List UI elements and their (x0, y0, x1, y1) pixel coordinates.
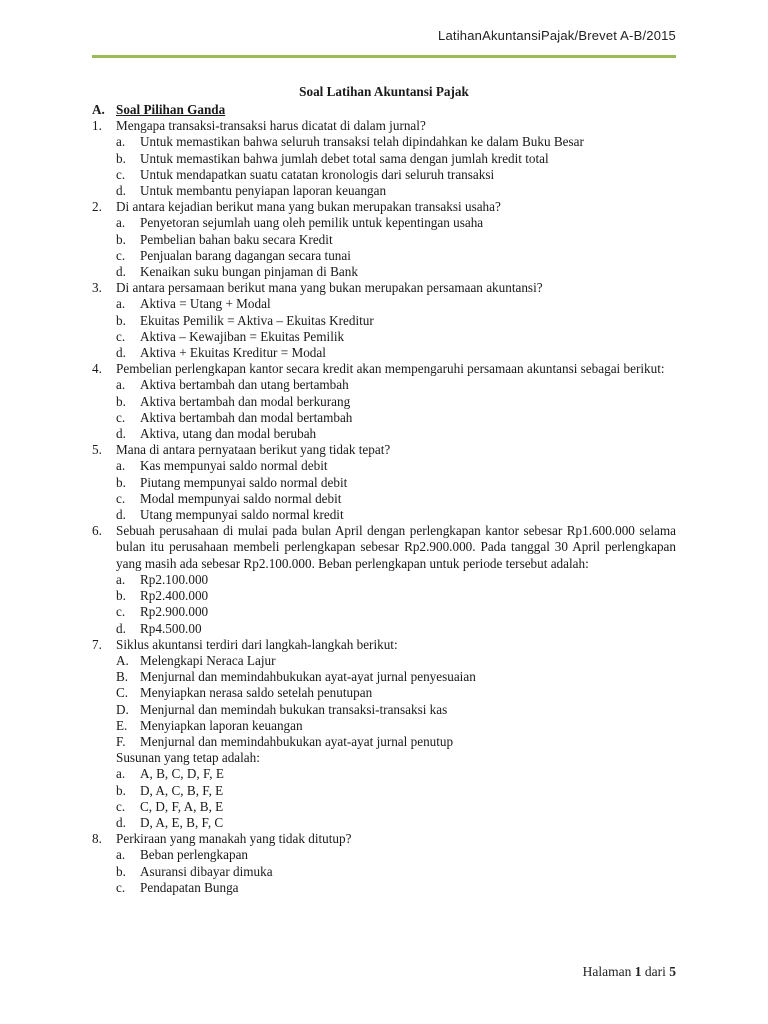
answer-option-letter: c. (116, 409, 126, 425)
running-header: LatihanAkuntansiPajak/Brevet A-B/2015 (438, 28, 676, 43)
answer-option (116, 815, 676, 831)
answer-option (116, 766, 676, 782)
answer-option (116, 507, 676, 523)
answer-option-text: Aktiva, utang dan modal berubah (140, 426, 317, 442)
answer-option-text: Rp2.100.000 (140, 571, 209, 587)
question-body (116, 118, 676, 199)
answer-option-letter: d. (116, 183, 126, 199)
question-item (92, 442, 676, 523)
answer-option (116, 151, 676, 167)
answer-option-text: Aktiva bertambah dan modal berkurang (140, 393, 351, 409)
answer-option (116, 588, 676, 604)
question-text: Mengapa transaksi-transaksi harus dicatat di dalam jurnal? (116, 118, 426, 134)
section-number: A. (92, 102, 105, 117)
answer-option-text: Rp2.900.000 (140, 604, 209, 620)
answer-option-letter: a. (116, 847, 126, 863)
question-text: Di antara persamaan berikut mana yang bukan merupakan persamaan akuntansi? (116, 280, 543, 296)
question-number: 6. (92, 523, 102, 539)
answer-option-text: D, A, C, B, F, E (140, 782, 224, 798)
answer-option-text: Untuk memastikan bahwa seluruh transaksi telah dipindahkan ke dalam Buku Besar (140, 134, 584, 150)
question-item (92, 361, 676, 442)
question-body (116, 280, 676, 361)
answer-option-letter: a. (116, 458, 126, 474)
question-number: 2. (92, 199, 102, 215)
cycle-step-letter: C. (116, 685, 129, 701)
answer-option (116, 183, 676, 199)
question-item (92, 523, 676, 636)
question-text: Sebuah perusahaan di mulai pada bulan April dengan perlengkapan kantor sebesar Rp1.600.000 selama bulan itu perusahaan membeli perlengkapan sebesar Rp2.900.000. Pada tanggal 30 April perlengkapan yang masih ada sebesar Rp2.100.000. Beban perlengkapan untuk periode tersebut adalah: (116, 523, 676, 571)
answer-option-text: Asuransi dibayar dimuka (140, 863, 273, 879)
question-text: Siklus akuntansi terdiri dari langkah-langkah berikut: (116, 636, 398, 652)
answer-option-letter: c. (116, 798, 126, 814)
answer-option (116, 377, 676, 393)
answer-option (116, 410, 676, 426)
answer-option-text: Penjualan barang dagangan secara tunai (140, 247, 351, 263)
answer-option (116, 248, 676, 264)
cycle-step-text: Menyiapkan laporan keuangan (140, 717, 303, 733)
question-body (116, 199, 676, 280)
document-body (92, 84, 676, 896)
footer-of: dari (644, 964, 666, 979)
answer-option-letter: a. (116, 571, 126, 587)
answer-option-text: Pendapatan Bunga (140, 879, 239, 895)
question-text: Perkiraan yang manakah yang tidak ditutup? (116, 831, 352, 847)
answer-option-letter: a. (116, 215, 126, 231)
answer-option-text: Aktiva bertambah dan modal bertambah (140, 409, 353, 425)
answer-option-letter: c. (116, 328, 126, 344)
answer-option-letter: a. (116, 296, 126, 312)
answer-option (116, 329, 676, 345)
answer-option-letter: d. (116, 426, 126, 442)
answer-option-text: Aktiva = Utang + Modal (140, 296, 271, 312)
answer-option (116, 621, 676, 637)
question-number: 3. (92, 280, 102, 296)
question-item (92, 118, 676, 199)
question-number: 7. (92, 636, 102, 652)
section-heading (92, 102, 676, 118)
answer-option (116, 799, 676, 815)
question-list (92, 118, 676, 896)
question-subtext: Susunan yang tetap adalah: (116, 750, 260, 766)
answer-option-text: Rp2.400.000 (140, 588, 209, 604)
answer-option-text: Utang mempunyai saldo normal kredit (140, 507, 344, 523)
answer-option (116, 167, 676, 183)
answer-option-text: Modal mempunyai saldo normal debit (140, 490, 342, 506)
answer-option-text: Kenaikan suku bungan pinjaman di Bank (140, 264, 358, 280)
answer-option-text: D, A, E, B, F, C (140, 814, 224, 830)
cycle-step-letter: F. (116, 733, 126, 749)
question-item (92, 280, 676, 361)
answer-option (116, 232, 676, 248)
question-number: 4. (92, 361, 102, 377)
answer-option-letter: b. (116, 312, 126, 328)
answer-option-text: Penyetoran sejumlah uang oleh pemilik untuk kepentingan usaha (140, 215, 484, 231)
answer-option-letter: a. (116, 134, 126, 150)
question-body (116, 831, 676, 896)
answer-option-letter: d. (116, 507, 126, 523)
cycle-step-text: Melengkapi Neraca Lajur (140, 652, 276, 668)
answer-option-letter: c. (116, 490, 126, 506)
cycle-step-text: Menjurnal dan memindah bukukan transaksi-transaksi kas (140, 701, 448, 717)
answer-option (116, 134, 676, 150)
question-number: 5. (92, 442, 102, 458)
answer-option-text: Rp4.500.00 (140, 620, 202, 636)
answer-option-letter: c. (116, 604, 126, 620)
answer-option-letter: b. (116, 393, 126, 409)
answer-option-letter: d. (116, 620, 126, 636)
answer-option (116, 880, 676, 896)
question-body (116, 637, 676, 831)
answer-option-text: Piutang mempunyai saldo normal debit (140, 474, 348, 490)
answer-option-letter: a. (116, 377, 126, 393)
cycle-step (116, 685, 676, 701)
answer-option-letter: b. (116, 863, 126, 879)
answer-option-text: Pembelian bahan baku secara Kredit (140, 231, 333, 247)
question-item (92, 637, 676, 831)
answer-option-text: Kas mempunyai saldo normal debit (140, 458, 328, 474)
question-number: 8. (92, 831, 102, 847)
answer-option (116, 215, 676, 231)
answer-option-letter: c. (116, 247, 126, 263)
cycle-step (116, 702, 676, 718)
answer-option-letter: a. (116, 766, 126, 782)
cycle-step-letter: A. (116, 652, 129, 668)
cycle-step (116, 653, 676, 669)
question-body (116, 442, 676, 523)
answer-option-letter: d. (116, 814, 126, 830)
answer-option-letter: b. (116, 588, 126, 604)
header-rule (92, 55, 676, 58)
question-item (92, 199, 676, 280)
answer-option (116, 783, 676, 799)
question-text: Di antara kejadian berikut mana yang bukan merupakan transaksi usaha? (116, 199, 501, 215)
answer-option-letter: b. (116, 231, 126, 247)
answer-option-letter: c. (116, 166, 126, 182)
answer-option (116, 394, 676, 410)
answer-option (116, 847, 676, 863)
answer-option-letter: b. (116, 782, 126, 798)
question-text: Pembelian perlengkapan kantor secara kredit akan mempengaruhi persamaan akuntansi sebagai berikut: (116, 361, 665, 377)
answer-option-text: A, B, C, D, F, E (140, 766, 224, 782)
answer-option (116, 491, 676, 507)
answer-option (116, 604, 676, 620)
cycle-step-text: Menjurnal dan memindahbukukan ayat-ayat jurnal penutup (140, 733, 454, 749)
answer-option (116, 296, 676, 312)
answer-option (116, 864, 676, 880)
footer-page-number: 1 (634, 964, 642, 979)
answer-option-text: Untuk membantu penyiapan laporan keuangan (140, 183, 387, 199)
answer-option-text: Aktiva bertambah dan utang bertambah (140, 377, 349, 393)
answer-option (116, 313, 676, 329)
cycle-step-letter: B. (116, 669, 129, 685)
page-title: Soal Latihan Akuntansi Pajak (299, 84, 469, 99)
answer-option-text: Untuk memastikan bahwa jumlah debet total sama dengan jumlah kredit total (140, 150, 549, 166)
cycle-step (116, 669, 676, 685)
answer-option (116, 345, 676, 361)
answer-option-letter: b. (116, 150, 126, 166)
answer-option-letter: b. (116, 474, 126, 490)
cycle-step (116, 734, 676, 750)
answer-option (116, 475, 676, 491)
page-footer (583, 964, 676, 980)
footer-total-pages: 5 (669, 964, 676, 979)
question-item (92, 831, 676, 896)
answer-option (116, 426, 676, 442)
question-body (116, 523, 676, 636)
question-body (116, 361, 676, 442)
answer-option-letter: d. (116, 264, 126, 280)
cycle-step (116, 718, 676, 734)
cycle-step-text: Menjurnal dan memindahbukukan ayat-ayat jurnal penyesuaian (140, 669, 476, 685)
cycle-step-letter: E. (116, 717, 128, 733)
answer-option-text: Ekuitas Pemilik = Aktiva – Ekuitas Kreditur (140, 312, 374, 328)
answer-option-text: C, D, F, A, B, E (140, 798, 224, 814)
question-text: Mana di antara pernyataan berikut yang tidak tepat? (116, 442, 391, 458)
answer-option-text: Aktiva – Kewajiban = Ekuitas Pemilik (140, 328, 345, 344)
answer-option (116, 264, 676, 280)
question-number: 1. (92, 118, 102, 134)
answer-option (116, 458, 676, 474)
section-label: Soal Pilihan Ganda (116, 102, 226, 117)
answer-option-text: Untuk mendapatkan suatu catatan kronologis dari seluruh transaksi (140, 166, 495, 182)
answer-option-text: Aktiva + Ekuitas Kreditur = Modal (140, 345, 326, 361)
answer-option-letter: d. (116, 345, 126, 361)
answer-option (116, 572, 676, 588)
footer-prefix: Halaman (582, 964, 632, 979)
cycle-step-text: Menyiapkan nerasa saldo setelah penutupan (140, 685, 373, 701)
cycle-step-letter: D. (116, 701, 129, 717)
answer-option-letter: c. (116, 879, 126, 895)
answer-option-text: Beban perlengkapan (140, 847, 249, 863)
